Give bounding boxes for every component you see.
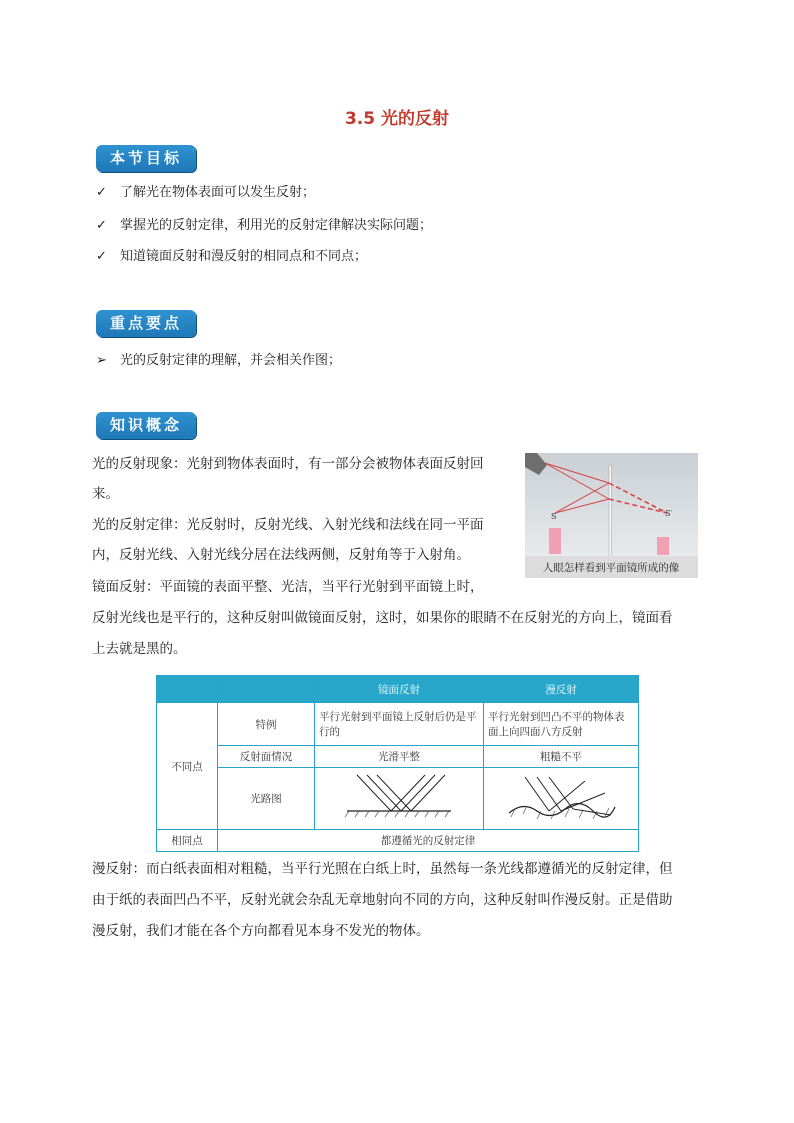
label-s: S [551,512,557,521]
key-point-text: 光的反射定律的理解，并会相关作图； [120,353,342,368]
goal-item [96,247,367,267]
table-row [157,830,639,852]
row-label: 反射面情况 [218,746,315,768]
check-icon: ✓ [96,185,107,200]
section-badge-key-points: 重点要点 [96,310,196,337]
header-cell [218,676,315,703]
mirror-reflection-diagram [339,771,459,823]
header-diffuse: 漫反射 [484,676,639,703]
group-diff-cell: 不同点 [157,703,218,830]
paragraph-line: 漫反射：而白纸表面相对粗糙，当平行光照在白纸上时，虽然每一条光线都遵循光的反射定律，但 [92,861,673,877]
goal-item [96,216,432,236]
check-icon: ✓ [96,249,107,264]
group-same-cell: 相同点 [157,830,218,852]
diffuse-surface: 粗糙不平 [484,746,639,768]
label-s-prime: S′ [665,509,673,518]
table-header-row [157,676,639,703]
paragraph-line: 由于纸的表面凹凸不平，反射光就会杂乱无章地射向不同的方向，这种反射叫作漫反射。正是借助 [92,892,673,908]
arrow-bullet-icon: ➢ [96,353,107,368]
mirror-figure-svg [525,453,698,578]
goal-item [96,183,315,203]
paragraph-line: 反射光线也是平行的，这种反射叫做镜面反射，这时，如果你的眼睛不在反射光的方向上，镜面看 [92,610,673,626]
goal-text: 了解光在物体表面可以发生反射； [120,185,316,200]
diffuse-example: 平行光射到凹凸不平的物体表面上向四面八方反射 [484,703,639,746]
mirror-surface: 光滑平整 [315,746,484,768]
diffuse-diagram-cell [484,768,639,830]
mirror-image-figure [525,453,698,578]
mirror-glass [609,465,612,563]
page-title: 3.5 光的反射 [344,109,450,129]
table-row [157,768,639,830]
mirror-diagram-cell [315,768,484,830]
paragraph-line: 漫反射，我们才能在各个方向都看见本身不发光的物体。 [92,923,430,939]
paragraph-line: 光的反射现象：光射到物体表面时，有一部分会被物体表面反射回 [92,456,484,472]
row-label: 特例 [218,703,315,746]
paragraph-line: 光的反射定律：光反射时，反射光线、入射光线和法线在同一平面 [92,517,484,533]
diffuse-reflection-diagram [501,771,621,823]
reflection-comparison-table [156,675,639,852]
figure-caption: 人眼怎样看到平面镜所成的像 [542,562,680,574]
mirror-example: 平行光射到平面镜上反射后仍是平行的 [315,703,484,746]
table-row [157,746,639,768]
candle-left [549,528,561,554]
candle-right [657,537,669,555]
paragraph-line: 内，反射光线、入射光线分居在法线两侧，反射角等于入射角。 [92,547,470,563]
paragraph-line: 镜面反射：平面镜的表面平整、光洁，当平行光射到平面镜上时， [92,579,484,595]
header-mirror: 镜面反射 [315,676,484,703]
key-point-item [96,351,341,371]
paragraph-line: 来。 [92,486,119,502]
check-icon: ✓ [96,218,107,233]
section-badge-concepts: 知识概念 [96,412,196,439]
same-text-cell: 都遵循光的反射定律 [218,830,639,852]
table-row [157,703,639,746]
row-label: 光路图 [218,768,315,830]
goal-text: 掌握光的反射定律，利用光的反射定律解决实际问题； [120,218,433,233]
paragraph-line: 上去就是黑的。 [92,641,187,657]
header-cell [157,676,218,703]
section-badge-goals: 本节目标 [96,145,196,172]
goal-text: 知道镜面反射和漫反射的相同点和不同点； [120,249,368,264]
